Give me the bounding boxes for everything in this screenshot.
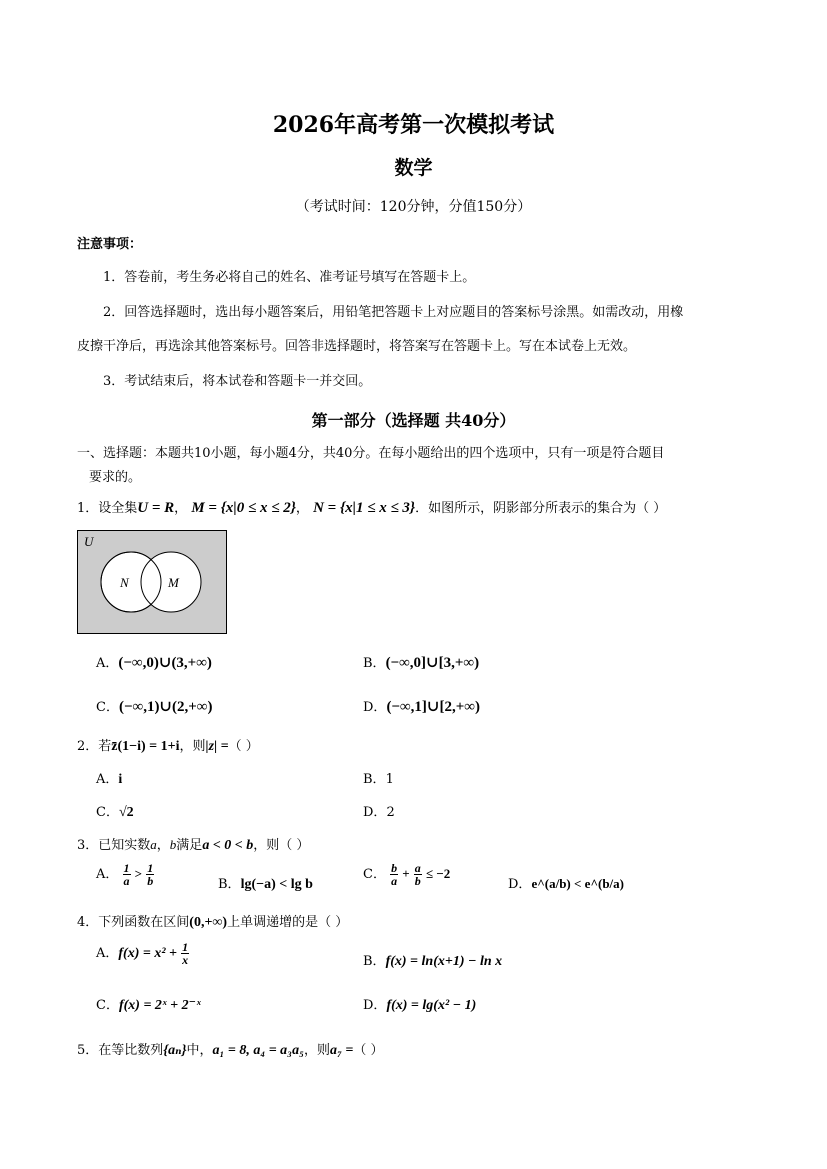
q1-option-a bbox=[96, 652, 212, 672]
q2-prefix: 2．若 bbox=[77, 739, 112, 754]
q2-option-a bbox=[96, 768, 122, 788]
exam-subject: 数学 bbox=[394, 157, 433, 179]
q4-option-b-label: B． bbox=[363, 954, 386, 969]
q4-option-c-label: C． bbox=[96, 998, 119, 1013]
q4-option-d-label: D． bbox=[363, 998, 387, 1013]
exam-title: 2026年高考第一次模拟考试 bbox=[272, 112, 555, 138]
q3-option-c-den-2: b bbox=[414, 874, 421, 888]
q5-condition: a₁ = 8, a₄ = a₃a₅ bbox=[212, 1043, 304, 1058]
q3-suffix: ，则（ ） bbox=[253, 838, 310, 853]
q3-option-c-rhs: ≤ −2 bbox=[425, 866, 451, 881]
q5-suffix: ，则 bbox=[303, 1043, 330, 1058]
q1-option-c-expr: (−∞,1)∪(2,+∞) bbox=[118, 699, 213, 715]
q2-option-b bbox=[363, 768, 394, 787]
q1-option-b-label: B． bbox=[363, 656, 386, 671]
q4-option-b bbox=[363, 950, 502, 970]
exam-time-info: （考试时间：120分钟，分值150分） bbox=[295, 199, 532, 215]
q3-option-b-label: B． bbox=[218, 877, 241, 892]
q3-option-c-frac-2 bbox=[414, 862, 422, 887]
q4-option-a-label: A． bbox=[96, 946, 119, 961]
q4-option-b-expr: f(x) = ln(x+1) − ln x bbox=[385, 954, 503, 969]
q5-sequence: {aₙ} bbox=[163, 1043, 187, 1058]
question-5-stem bbox=[77, 1039, 383, 1059]
q2-option-b-label: B． bbox=[363, 772, 386, 787]
q2-target: |z| = bbox=[205, 739, 229, 754]
q2-condition: z̄(1−i) = 1+i bbox=[111, 739, 180, 754]
q4-option-d bbox=[363, 994, 476, 1014]
q3-mid: 满足 bbox=[176, 838, 203, 853]
q3-option-d-label: D． bbox=[508, 877, 532, 892]
venn-label-m: M bbox=[168, 575, 179, 590]
venn-label-u: U bbox=[84, 534, 94, 549]
part-1-instructions-line-2: 要求的。 bbox=[89, 470, 142, 485]
q1-option-b-expr: (−∞,0]∪[3,+∞) bbox=[385, 655, 480, 671]
q2-option-c-expr: √2 bbox=[118, 805, 134, 820]
notice-heading: 注意事项： bbox=[77, 237, 143, 252]
q3-prefix: 3．已知实数 bbox=[77, 838, 151, 853]
q3-option-a-den-2: b bbox=[147, 874, 154, 888]
notice-item-3: 3．考试结束后，将本试卷和答题卡一并交回。 bbox=[103, 374, 372, 389]
q3-var-b: b bbox=[169, 837, 177, 852]
q2-mid: ，则 bbox=[179, 739, 206, 754]
q1-option-a-label: A． bbox=[96, 656, 119, 671]
question-1-stem: 1．设全集U = R， M = {x|0 ≤ x ≤ 2}， N = {x|1 ≤ x ≤ 3}．如图所示，阴影部分所表示的集合为（ ） bbox=[77, 500, 667, 516]
q3-option-b-expr: lg(−a) < lg b bbox=[240, 877, 313, 892]
q3-option-c-label: C． bbox=[363, 867, 386, 882]
q3-condition: a < 0 < b bbox=[202, 838, 254, 853]
q3-option-a-op: > bbox=[134, 866, 143, 881]
q5-end: （ ） bbox=[353, 1043, 384, 1058]
q4-interval: (0,+∞) bbox=[189, 915, 228, 930]
q3-option-c bbox=[363, 862, 450, 887]
q1-option-d bbox=[363, 696, 480, 716]
q3-option-a-frac-2 bbox=[146, 862, 154, 887]
q2-option-c bbox=[96, 801, 134, 821]
q4-option-a-frac bbox=[181, 941, 189, 966]
q1-prefix: 1．设全集 bbox=[77, 501, 138, 516]
q4-option-a-den: x bbox=[182, 953, 189, 967]
q3-option-a-den-1: a bbox=[123, 874, 130, 888]
q3-comma: ， bbox=[156, 838, 170, 853]
q4-prefix: 4．下列函数在区间 bbox=[77, 915, 190, 930]
q3-option-a-num-2: 1 bbox=[147, 861, 154, 875]
part-1-instructions-line-1: 一、选择题：本题共10小题，每小题4分，共40分。在每小题给出的四个选项中，只有一项是符合题目 bbox=[77, 446, 665, 461]
q4-option-a-num: 1 bbox=[182, 940, 189, 954]
q5-mid: 中， bbox=[186, 1043, 213, 1058]
question-3-stem bbox=[77, 834, 309, 854]
q2-option-c-label: C． bbox=[96, 805, 119, 820]
q1-option-b bbox=[363, 652, 479, 672]
q2-suffix: （ ） bbox=[228, 739, 259, 754]
q1-option-d-label: D． bbox=[363, 700, 387, 715]
question-4-stem bbox=[77, 911, 348, 931]
q3-option-c-den-1: a bbox=[391, 874, 398, 888]
q1-option-d-expr: (−∞,1]∪[2,+∞) bbox=[386, 699, 480, 715]
q2-option-a-label: A． bbox=[96, 772, 119, 787]
q3-option-c-op: + bbox=[402, 866, 410, 881]
q4-option-a-lhs: f(x) = x² + bbox=[118, 946, 178, 961]
q5-target: a₇ = bbox=[329, 1043, 354, 1058]
q1-option-a-expr: (−∞,0)∪(3,+∞) bbox=[118, 655, 212, 671]
notice-item-1: 1．答卷前，考生务必将自己的姓名、准考证号填写在答题卡上。 bbox=[103, 270, 476, 285]
q4-suffix: 上单调递增的是（ ） bbox=[227, 915, 349, 930]
q2-option-d-label: D． bbox=[363, 805, 387, 820]
q3-option-a-frac-1 bbox=[123, 862, 131, 887]
notice-item-2-line-1: 2．回答选择题时，选出每小题答案后，用铅笔把答题卡上对应题目的答案标号涂黑。如需改动，用橡 bbox=[103, 305, 684, 320]
q4-option-d-expr: f(x) = lg(x² − 1) bbox=[386, 998, 477, 1013]
q4-option-a bbox=[96, 941, 189, 966]
q1-set-n: N = {x|1 ≤ x ≤ 3} bbox=[313, 500, 416, 516]
part-1-title: 第一部分（选择题 共40分） bbox=[311, 411, 516, 430]
venn-label-n: N bbox=[120, 575, 129, 590]
q2-option-a-expr: i bbox=[118, 772, 123, 787]
q3-option-d-expr: e^(a/b) < e^(b/a) bbox=[531, 876, 624, 891]
q3-option-b bbox=[218, 873, 313, 893]
q1-option-c-label: C． bbox=[96, 700, 119, 715]
q1-option-c bbox=[96, 696, 212, 716]
q2-option-b-expr: 1 bbox=[385, 772, 394, 787]
q1-suffix: ．如图所示，阴影部分所表示的集合为（ ） bbox=[415, 501, 667, 516]
q5-prefix: 5．在等比数列 bbox=[77, 1043, 164, 1058]
venn-diagram bbox=[77, 530, 227, 634]
q3-var-a: a bbox=[150, 837, 157, 852]
q4-option-c bbox=[96, 994, 201, 1014]
q3-option-c-frac-1 bbox=[390, 862, 398, 887]
q4-option-c-expr: f(x) = 2ˣ + 2⁻ˣ bbox=[118, 998, 201, 1013]
q1-universal-set: U = R bbox=[137, 500, 175, 516]
notice-item-2-line-2: 皮擦干净后，再选涂其他答案标号。回答非选择题时，将答案写在答题卡上。写在本试卷上无效。 bbox=[77, 339, 637, 354]
q3-option-a-num-1: 1 bbox=[123, 861, 130, 875]
q3-option-a bbox=[96, 862, 154, 887]
question-2-stem bbox=[77, 735, 259, 755]
q1-set-m: M = {x|0 ≤ x ≤ 2} bbox=[191, 500, 296, 516]
q3-option-d bbox=[508, 873, 624, 892]
q3-option-a-label: A． bbox=[96, 867, 119, 882]
q3-option-c-num-2: a bbox=[414, 861, 421, 875]
q3-option-c-num-1: b bbox=[391, 861, 398, 875]
q2-option-d bbox=[363, 801, 395, 820]
q2-option-d-expr: 2 bbox=[386, 805, 395, 820]
